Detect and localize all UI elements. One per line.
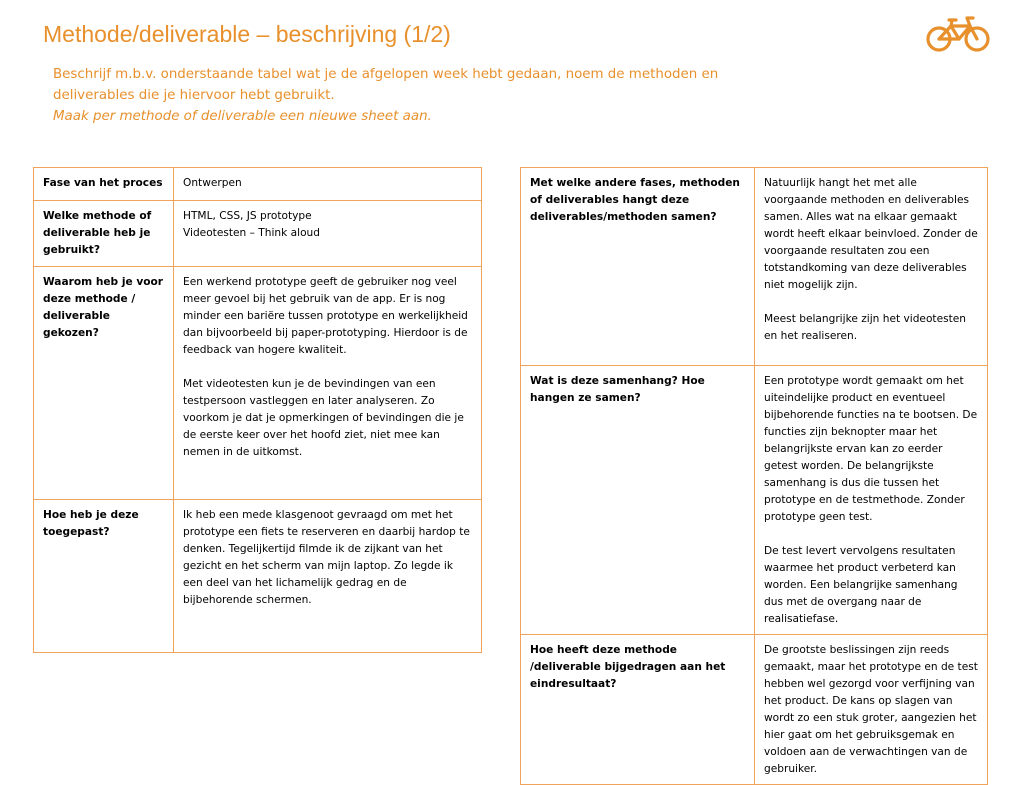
table-row (521, 366, 988, 635)
right-table (520, 167, 988, 785)
slide-title: Methode/deliverable – beschrijving (1/2) (43, 21, 451, 47)
question-cell: Hoe heb je deze toegepast? (34, 500, 174, 653)
question-cell: Waarom heb je voor deze methode / deliverable gekozen? (34, 267, 174, 500)
question-cell: Wat is deze samenhang? Hoe hangen ze samen? (521, 366, 755, 635)
instruction-line-3: Maak per methode of deliverable een nieuwe sheet aan. (53, 109, 432, 124)
answer-cell: Een prototype wordt gemaakt om het uiteindelijke product en eventueel bijbehorende functies na te bootsen. De functies zijn beknopter maar het belangrijkste ervan kan zo eerder getest worden. De belangrijkste samenhang is dus die tussen het prototype en de testmethode. Zonder prototype geen test. De test levert vervolgens resultaten waarmee het product verbeterd kan worden. Een belangrijke samenhang dus met de overgang naar de realisatiefase. (755, 366, 988, 635)
question-cell: Fase van het proces (34, 168, 174, 201)
bicycle-icon (925, 14, 991, 54)
answer-cell: HTML, CSS, JS prototype Videotesten – Think aloud (174, 201, 482, 267)
table-row (521, 168, 988, 366)
question-cell: Hoe heeft deze methode /deliverable bijgedragen aan het eindresultaat? (521, 635, 755, 785)
answer-cell: De grootste beslissingen zijn reeds gemaakt, maar het prototype en de test hebben wel gezorgd voor verfijning van het product. De kans op slagen van wordt zo een stuk groter, aangezien het hier gaat om het gebruiksgemak en voldoen aan de verwachtingen van de gebruiker. (755, 635, 988, 785)
table-row (34, 267, 482, 500)
question-cell: Welke methode of deliverable heb je gebruikt? (34, 201, 174, 267)
table-row (521, 635, 988, 785)
answer-cell: Een werkend prototype geeft de gebruiker nog veel meer gevoel bij het gebruik van de app. Er is nog minder een bariëre tussen prototype en werkelijkheid dan bijvoorbeeld bij paper-prototyping. Hierdoor is de feedback van hogere kwaliteit. Met videotesten kun je de bevindingen van een testpersoon vastleggen en later analyseren. Zo voorkom je dat je opmerkingen of bevindingen die je de eerste keer over het hoofd ziet, niet mee kan nemen in de uitkomst. (174, 267, 482, 500)
question-cell: Met welke andere fases, methoden of deliverables hangt deze deliverables/methoden samen? (521, 168, 755, 366)
answer-cell: Natuurlijk hangt het met alle voorgaande methoden en deliverables samen. Alles wat na elkaar gemaakt wordt heeft elkaar beinvloed. Zonder de voorgaande resultaten zou een totstandkoming van deze deliverables niet mogelijk zijn. Meest belangrijke zijn het videotesten en het realiseren. (755, 168, 988, 366)
answer-cell: Ik heb een mede klasgenoot gevraagd om met het prototype een fiets te reserveren en daarbij hardop te denken. Tegelijkertijd filmde ik de zijkant van het gezicht en het scherm van mijn laptop. Zo legde ik een deel van het lichamelijk gedrag en de bijbehorende schermen. (174, 500, 482, 653)
left-table (33, 167, 482, 653)
instruction-line-1: Beschrijf m.b.v. onderstaande tabel wat je de afgelopen week hebt gedaan, noem de methoden en (53, 67, 719, 82)
instructions (53, 64, 813, 127)
table-row (34, 168, 482, 201)
table-row (34, 201, 482, 267)
table-row (34, 500, 482, 653)
instruction-line-2: deliverables die je hiervoor hebt gebruikt. (53, 88, 335, 103)
answer-cell: Ontwerpen (174, 168, 482, 201)
